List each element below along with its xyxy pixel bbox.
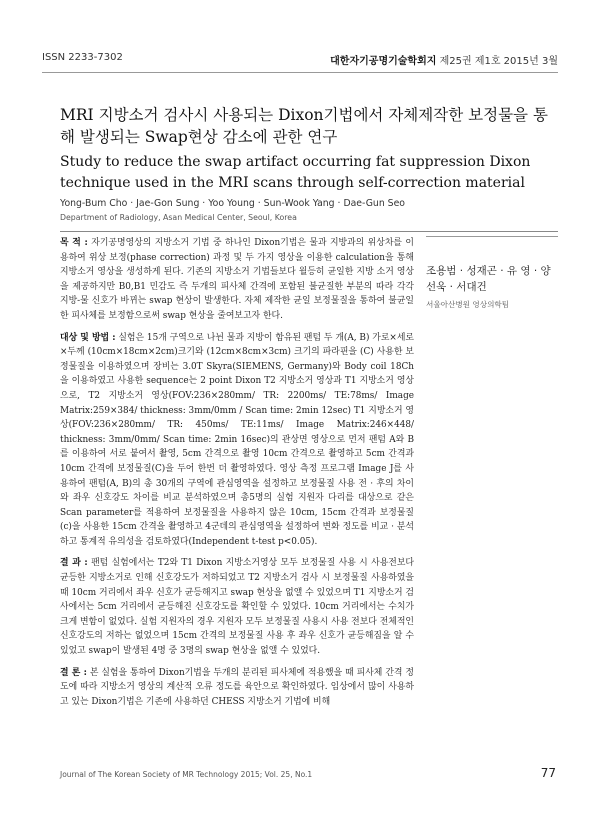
conclusion-text: 본 실험을 통하여 Dixon기법을 두개의 분리된 피사체에 적용했을 때 피사체 간격 정도에 따라 지방소거 영상의 계산적 오류 정도를 육안으로 확인하였다. 임상에서 많이 사용하고 있는 Dixon기법은 기존에 사용하던 CHESS 지방소거 기법에 비해 [60,667,414,707]
author-affiliation: Department of Radiology, Asan Medical Center, Seoul, Korea [60,213,297,222]
results-text: 팬텀 실험에서는 T2와 T1 Dixon 지방소거영상 모두 보정물질 사용 시 사용전보다 균등한 지방소거로 인해 신호강도가 저하되었고 T2 지방소거 검사 시 보정물질 사용하였을 때 10cm 거리에서 좌우 신호가 균등해지고 swap 현상을 없앨 수 있었으며 T1 지방소거 검사에서는 5cm 거리에서 균등해진 신호강도를 확인할 수 있었다. 10cm 거리에서는 수치가 크게 변함이 없었다. 실험 지원자의 경우 지원자 모두 보정물질 사용시 사용 전보다 전체적인 신호강도의 저하는 없었으며 15cm 간격의 보정물질 사용 후 좌우 신호가 균등해짐을 알 수 있었고 swap이 발생된 4명 중 3명의 swap 현상을 없앨 수 있었다. [60,558,414,657]
purpose-label: 목 적 : [60,238,88,248]
abstract-conclusion [60,666,414,710]
journal-name: 대한자기공명기술학회지 [330,56,437,67]
footer-citation: Journal of The Korean Society of MR Technology 2015; Vol. 25, No.1 [60,770,313,779]
page-number: 77 [540,766,556,780]
journal-volume: 제25권 제1호 2015년 3월 [439,56,558,67]
results-label: 결 과 : [60,558,88,569]
conclusion-label: 결 론 : [60,667,87,678]
title-rule [60,231,558,232]
abstract-results [60,556,414,658]
abstract [60,236,414,716]
title-english: Study to reduce the swap artifact occurring fat suppression Dixon technique used in the MRI scans through self-correction material [60,154,531,191]
sidebar-affiliation: 서울아산병원 영상의학팀 [426,300,510,309]
abstract-methods [60,331,414,550]
author-list: Yong-Bum Cho · Jae-Gon Sung · Yoo Young · Sun-Wook Yang · Dae-Gun Seo [60,198,405,209]
title-korean: MRI 지방소거 검사시 사용되는 Dixon기법에서 자체제작한 보정물을 통해 발생되는 Swap현상 감소에 관한 연구 [60,106,548,146]
abstract-purpose [60,236,414,324]
journal-header [330,52,558,67]
purpose-text: 자기공명영상의 지방소거 기법 중 하나인 Dixon기법은 물과 지방과의 위상차를 이용하여 위상 보정(phase correction) 과정 및 두 가지 영상을 이용한 calculation을 통해 지방소거 영상을 생성하게 된다. 기존의 지방소거 기법들보다 월등히 균일한 지방 소거 영상을 제공하지만 B0,B1 민감도 즉 두개의 피사체 간격에 포함된 불균질한 부분의 따라 각각 지방-물 신호가 바뀌는 swap 현상이 발생한다. 자체 제작한 균일 보정물질을 통하여 불균일한 피사체를 보정함으로써 swap 현상을 줄여보고자 한다. [60,238,414,321]
methods-label: 대상 및 방법 : [60,332,116,343]
sidebar-rule [426,236,558,237]
header-rule [42,72,558,73]
issn: ISSN 2233-7302 [42,52,123,63]
sidebar-author-names: 조용범 · 성재곤 · 유 영 · 양선욱 · 서대건 [426,265,551,293]
author-sidebar [426,236,558,310]
methods-text: 실험은 15개 구역으로 나뉜 물과 지방이 함유된 팬텀 두 개(A, B) 가로×세로×두께 (10cm×18cm×2cm)크기와 (12cm×8cm×3cm) 크기의 파라핀을 (C) 사용한 보정물질을 이용하였으며 장비는 3.0T Skyra(SIEMENS, Germany)와 Body coil 18Ch을 이용하였고 사용한 sequence는 2 point Dixon T2 지방소거 영상과 T1 지방소거 영상으로, T2 지방소거 영상(FOV:236×280mm/ TR: 2200ms/ TE:78ms/ Image Matrix:259×384/ thickness: 3mm/0mm / Scan time: 2min 12sec) T1 지방소거 영상(FOV:236×280mm/ TR: 450ms/ TE:11ms/ Image Matrix:246×448/ thickness: 3mm/0mm/ Scan time: 2min 16sec)의 관상면 영상으로 먼저 팬텀 A와 B를 이용하여 서로 붙여서 촬영, 5cm 간격으로 촬영 10cm 간격으로 촬영하고 5cm 간격과 10cm 간격에 보정물질(C)을 두어 한번 더 촬영하였다. 영상 측정 프로그램 Image J를 사용하여 팬텀(A, B)의 총 30개의 구역에 관심영역을 설정하고 보정물질 사용 전 · 후의 차이와 좌우 신호강도 차이를 비교 분석하였으며 총5명의 실험 지원자 다리를 대상으로 같은 Scan parameter를 적용하여 보정물질을 사용하지 않은 10cm, 15cm 간격과 보정물질(c)을 사용한 15cm 간격을 촬영하고 4군데의 관심영역을 설정하여 변화 정도를 비교 · 분석하고 통계적 유의성을 검토하였다(Independent t-test p<0.05). [60,332,414,547]
